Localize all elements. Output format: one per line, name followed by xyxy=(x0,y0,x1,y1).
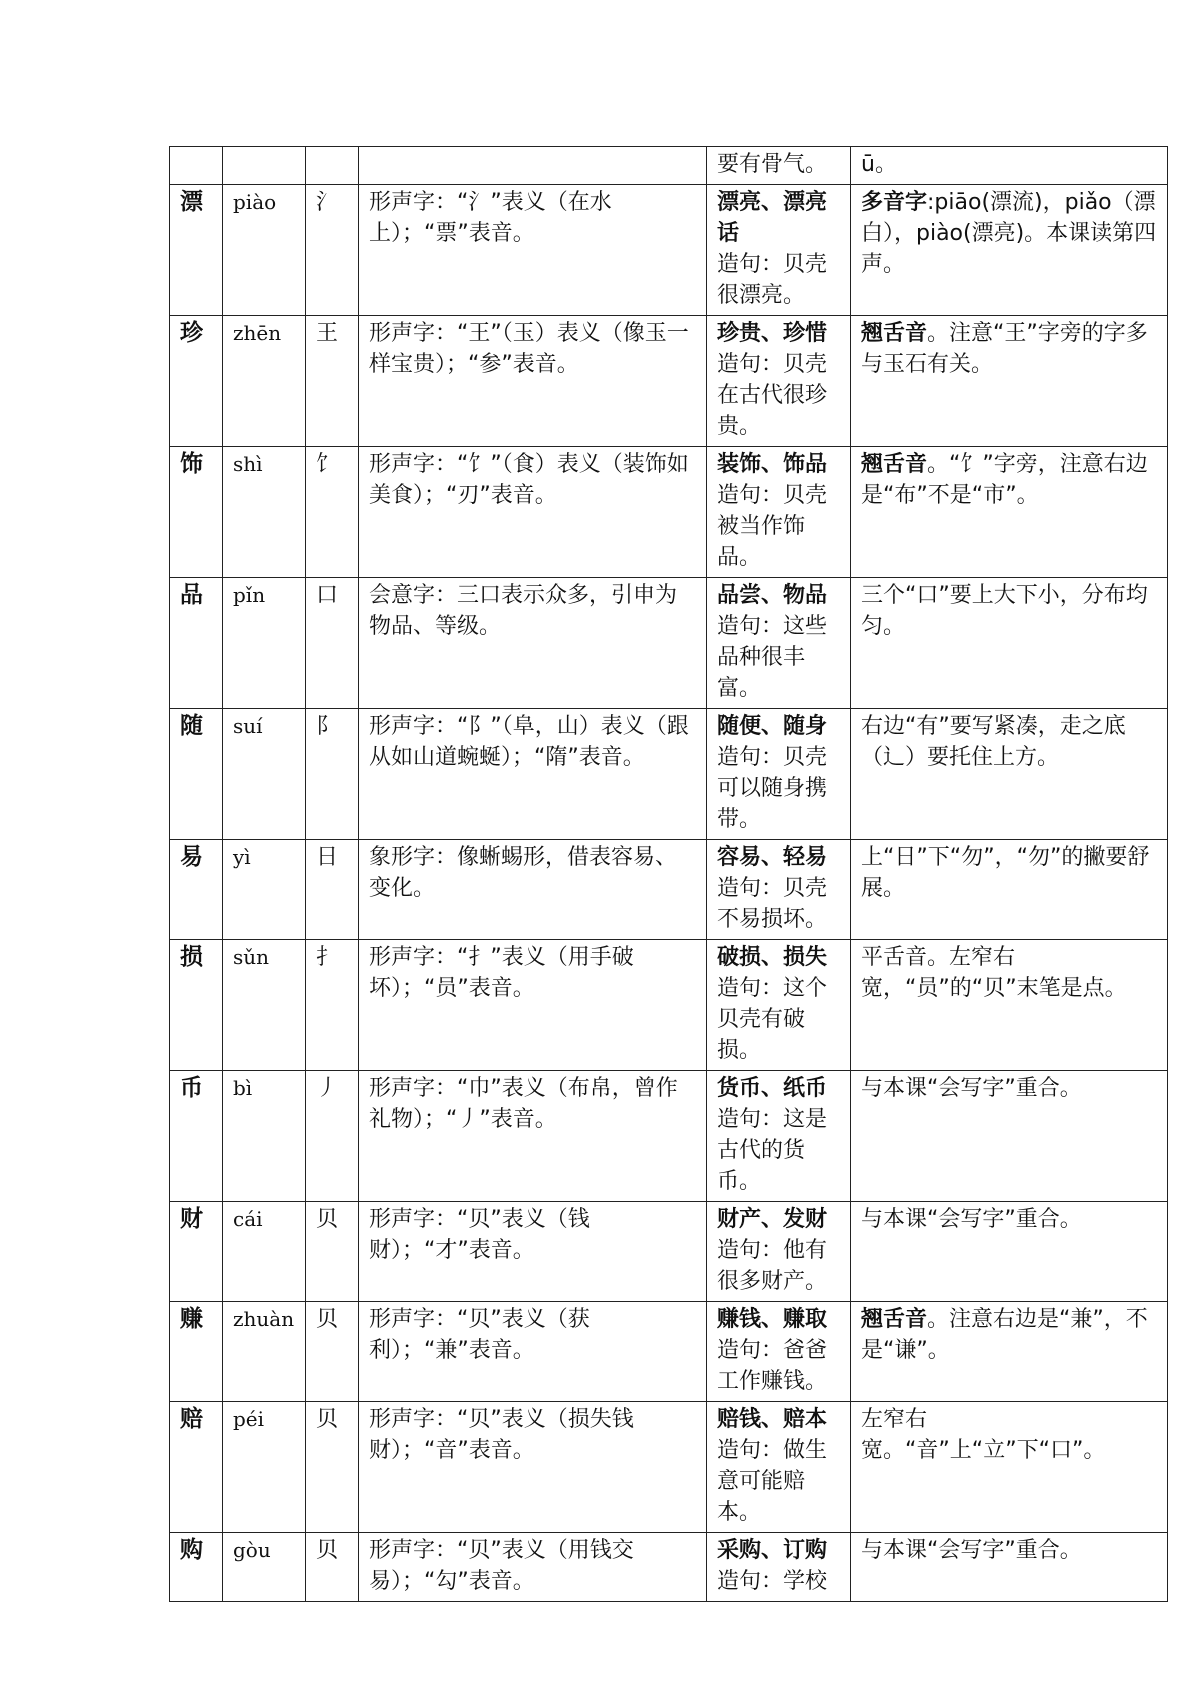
cell-char xyxy=(170,147,223,185)
cell-char: 购 xyxy=(170,1533,223,1602)
word-list: 货币、纸币 xyxy=(717,1076,828,1101)
cell-pinyin: piào xyxy=(223,185,306,316)
table-row-continued xyxy=(170,147,1168,185)
cell-radical: 贝 xyxy=(306,1402,359,1533)
character-table-body xyxy=(170,147,1168,1602)
table-row xyxy=(170,840,1168,940)
note-text: 与本课“会写字”重合。 xyxy=(861,1538,1082,1563)
cell-pinyin: zhēn xyxy=(223,316,306,447)
cell-notes xyxy=(851,1402,1168,1533)
cell-explain xyxy=(359,147,707,185)
note-highlight: 翘舌音 xyxy=(861,1307,928,1332)
cell-radical: 丿 xyxy=(306,1071,359,1202)
note-text: 平舌音。左窄右宽，“员”的“贝”末笔是点。 xyxy=(861,945,1127,1001)
cell-pinyin: gòu xyxy=(223,1533,306,1602)
cell-char: 饰 xyxy=(170,447,223,578)
cell-char: 赔 xyxy=(170,1402,223,1533)
cell-radical: 王 xyxy=(306,316,359,447)
table-row xyxy=(170,1402,1168,1533)
cell-char: 赚 xyxy=(170,1302,223,1402)
word-list: 破损、损失 xyxy=(717,945,828,970)
table-row xyxy=(170,1202,1168,1302)
cell-char: 随 xyxy=(170,709,223,840)
note-text: 。注意“王”字旁的字多与玉石有关。 xyxy=(861,321,1148,377)
word-list: 容易、轻易 xyxy=(717,845,828,870)
cell-char: 币 xyxy=(170,1071,223,1202)
cell-radical: 贝 xyxy=(306,1302,359,1402)
cell-words xyxy=(707,940,851,1071)
note-text: 与本课“会写字”重合。 xyxy=(861,1076,1082,1101)
cell-notes xyxy=(851,1533,1168,1602)
character-table xyxy=(169,146,1168,1602)
cell-notes xyxy=(851,185,1168,316)
cell-pinyin xyxy=(223,147,306,185)
cell-explain: 形声字：“饣”（食）表义（装饰如美食）；“刃”表音。 xyxy=(359,447,707,578)
table-row xyxy=(170,447,1168,578)
note-text: 右边“有”要写紧凑，走之底（辶）要托住上方。 xyxy=(861,714,1126,770)
example-sentence: 造句：贝壳在古代很珍贵。 xyxy=(717,352,828,439)
note-text: 三个“口”要上大下小，分布均匀。 xyxy=(861,583,1148,639)
cell-explain: 形声字：“巾”表义（布帛，曾作礼物）；“丿”表音。 xyxy=(359,1071,707,1202)
cell-notes: ū。 xyxy=(851,147,1168,185)
example-sentence: 造句：这些品种很丰富。 xyxy=(717,614,828,701)
cell-notes xyxy=(851,1071,1168,1202)
note-text: 上“日”下“勿”，“勿”的撇要舒展。 xyxy=(861,845,1150,901)
cell-words xyxy=(707,447,851,578)
cell-pinyin: shì xyxy=(223,447,306,578)
cell-notes xyxy=(851,840,1168,940)
cell-pinyin: bì xyxy=(223,1071,306,1202)
cell-explain: 形声字：“王”（玉）表义（像玉一样宝贵）；“参”表音。 xyxy=(359,316,707,447)
table-row xyxy=(170,1302,1168,1402)
cell-pinyin: péi xyxy=(223,1402,306,1533)
cell-char: 品 xyxy=(170,578,223,709)
cell-radical: 扌 xyxy=(306,940,359,1071)
cell-explain: 形声字：“扌”表义（用手破坏）；“员”表音。 xyxy=(359,940,707,1071)
cell-char: 易 xyxy=(170,840,223,940)
cell-explain: 形声字：“贝”表义（用钱交易）；“勾”表音。 xyxy=(359,1533,707,1602)
cell-radical: 贝 xyxy=(306,1533,359,1602)
cell-words xyxy=(707,709,851,840)
cell-radical: 口 xyxy=(306,578,359,709)
example-sentence: 造句：做生意可能赔本。 xyxy=(717,1438,828,1525)
cell-notes xyxy=(851,940,1168,1071)
example-sentence: 造句：这个贝壳有破损。 xyxy=(717,976,828,1063)
cell-explain: 形声字：“贝”表义（获利）；“兼”表音。 xyxy=(359,1302,707,1402)
cell-radical: 贝 xyxy=(306,1202,359,1302)
cell-words xyxy=(707,840,851,940)
cell-explain: 形声字：“贝”表义（损失钱财）；“音”表音。 xyxy=(359,1402,707,1533)
cell-explain: 形声字：“贝”表义（钱财）；“才”表音。 xyxy=(359,1202,707,1302)
table-row xyxy=(170,316,1168,447)
cell-words xyxy=(707,185,851,316)
note-text: 。“饣”字旁，注意右边是“布”不是“市”。 xyxy=(861,452,1148,508)
note-highlight: 多音字 xyxy=(861,190,928,215)
cell-words xyxy=(707,1302,851,1402)
example-sentence: 造句：这是古代的货币。 xyxy=(717,1107,828,1194)
cell-pinyin: zhuàn xyxy=(223,1302,306,1402)
word-list: 随便、随身 xyxy=(717,714,828,739)
cell-words xyxy=(707,1402,851,1533)
example-sentence: 造句：他有很多财产。 xyxy=(717,1238,828,1294)
cell-explain: 形声字：“阝”（阜，山）表义（跟从如山道蜿蜒）；“隋”表音。 xyxy=(359,709,707,840)
table-row xyxy=(170,709,1168,840)
table-row xyxy=(170,185,1168,316)
cell-words xyxy=(707,578,851,709)
cell-radical xyxy=(306,147,359,185)
cell-notes xyxy=(851,316,1168,447)
example-sentence: 造句：爸爸工作赚钱。 xyxy=(717,1338,828,1394)
cell-words xyxy=(707,316,851,447)
cell-notes xyxy=(851,1302,1168,1402)
cell-radical: 氵 xyxy=(306,185,359,316)
example-sentence: 造句：贝壳被当作饰品。 xyxy=(717,483,828,570)
cell-pinyin: yì xyxy=(223,840,306,940)
example-sentence: 造句：学校 xyxy=(717,1569,828,1594)
cell-char: 漂 xyxy=(170,185,223,316)
cell-pinyin: cái xyxy=(223,1202,306,1302)
cell-words: 要有骨气。 xyxy=(707,147,851,185)
note-text: :piāo(漂流)，piǎo（漂白），piào(漂亮)。本课读第四声。 xyxy=(861,190,1157,277)
cell-words xyxy=(707,1533,851,1602)
example-sentence: 造句：贝壳可以随身携带。 xyxy=(717,745,828,832)
note-text: 与本课“会写字”重合。 xyxy=(861,1207,1082,1232)
word-list: 漂亮、漂亮话 xyxy=(717,190,828,246)
word-list: 财产、发财 xyxy=(717,1207,828,1232)
cell-radical: 饣 xyxy=(306,447,359,578)
word-list: 赚钱、赚取 xyxy=(717,1307,828,1332)
cell-pinyin: pǐn xyxy=(223,578,306,709)
word-list: 品尝、物品 xyxy=(717,583,828,608)
table-row xyxy=(170,940,1168,1071)
note-text: 左窄右宽。“音”上“立”下“口”。 xyxy=(861,1407,1106,1463)
word-list: 珍贵、珍惜 xyxy=(717,321,828,346)
note-highlight: 翘舌音 xyxy=(861,452,928,477)
cell-pinyin: suí xyxy=(223,709,306,840)
table-row xyxy=(170,1071,1168,1202)
cell-words xyxy=(707,1202,851,1302)
cell-radical: 日 xyxy=(306,840,359,940)
cell-notes xyxy=(851,709,1168,840)
word-list: 装饰、饰品 xyxy=(717,452,828,477)
cell-notes xyxy=(851,1202,1168,1302)
cell-notes xyxy=(851,447,1168,578)
cell-words xyxy=(707,1071,851,1202)
table-row xyxy=(170,1533,1168,1602)
word-list: 采购、订购 xyxy=(717,1538,828,1563)
note-highlight: 翘舌音 xyxy=(861,321,928,346)
example-sentence: 造句：贝壳不易损坏。 xyxy=(717,876,828,932)
cell-char: 财 xyxy=(170,1202,223,1302)
table-row xyxy=(170,578,1168,709)
cell-explain: 形声字：“氵”表义（在水上）；“票”表音。 xyxy=(359,185,707,316)
note-text: 。注意右边是“兼”，不是“谦”。 xyxy=(861,1307,1148,1363)
cell-notes xyxy=(851,578,1168,709)
cell-radical: 阝 xyxy=(306,709,359,840)
word-list: 赔钱、赔本 xyxy=(717,1407,828,1432)
cell-explain: 会意字：三口表示众多，引申为物品、等级。 xyxy=(359,578,707,709)
cell-explain: 象形字：像蜥蜴形，借表容易、变化。 xyxy=(359,840,707,940)
example-sentence: 造句：贝壳很漂亮。 xyxy=(717,252,828,308)
cell-char: 珍 xyxy=(170,316,223,447)
cell-char: 损 xyxy=(170,940,223,1071)
cell-pinyin: sǔn xyxy=(223,940,306,1071)
